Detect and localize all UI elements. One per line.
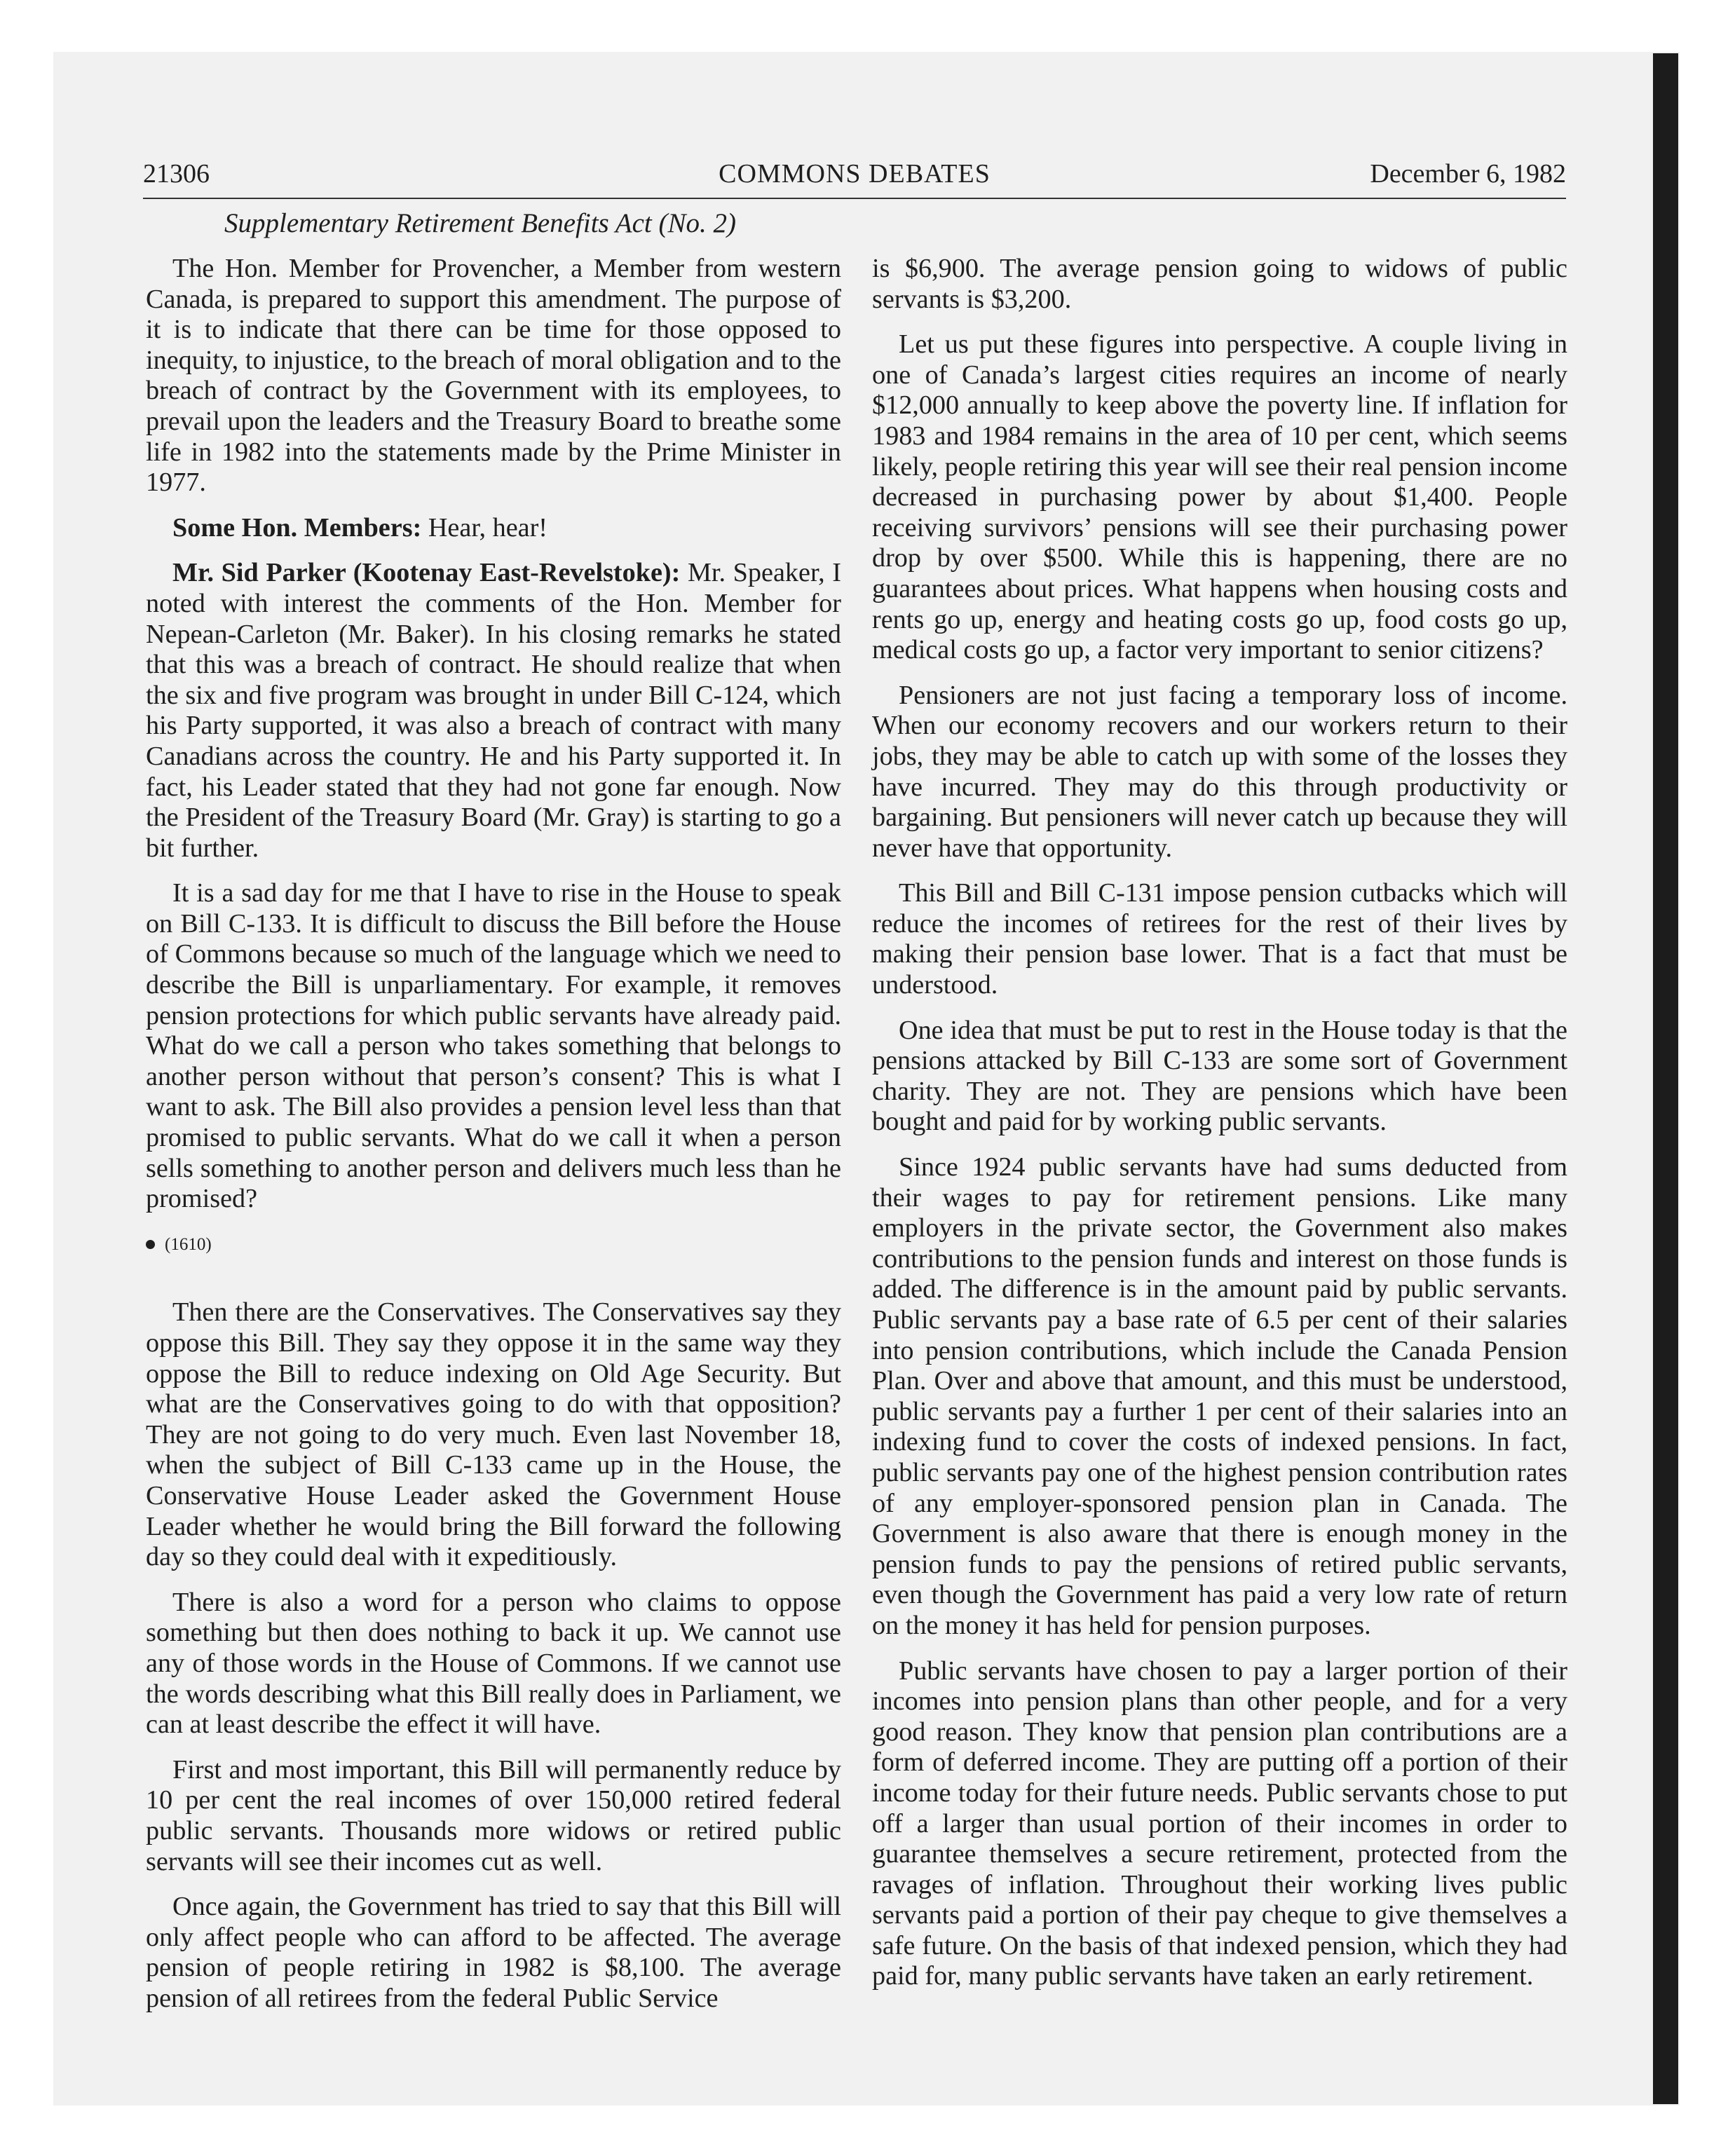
left-column	[146, 254, 841, 2028]
publication-title: COMMONS DEBATES	[719, 159, 991, 189]
time-marker	[146, 1229, 841, 1260]
paragraph: Then there are the Conservatives. The Conservatives say they oppose this Bill. They say they oppose it in the same way they oppose the Bill to reduce indexing on Old Age Security. But what are the Conservatives going to do with that opposition? They are not going to do very much. Even last November 18, when the subject of Bill C-133 came up in the House, the Conservative House Leader asked the Government House Leader whether he would bring the Bill forward the following day so they could deal with it expeditiously.	[146, 1297, 841, 1572]
speech-text: Mr. Speaker, I noted with interest the comments of the Hon. Member for Nepean-Carleton (Mr. Baker). In his closing remarks he stated that this was a breach of contract. He should realize that when the six and five program was brought in under Bill C-124, which his Party supported, it was also a breach of contract with many Canadians across the country. He and his Party supported it. In fact, his Leader stated that they had not gone far enough. Now the President of the Treasury Board (Mr. Gray) is starting to go a bit further.	[146, 558, 842, 863]
right-column	[872, 254, 1567, 2007]
paragraph: The Hon. Member for Provencher, a Member from western Canada, is prepared to support this amendment. The purpose of it is to indicate that there can be time for those opposed to inequity, to injustice, to the breach of moral obligation and to the breach of contract by the Government with its employees, to prevail upon the leaders and the Treasury Board to breathe some life in 1982 into the statements made by the Prime Minister in 1977.	[146, 254, 841, 498]
paragraph: Let us put these figures into perspective. A couple living in one of Canada’s largest cities requires an income of nearly $12,000 annually to keep above the poverty line. If inflation for 1983 and 1984 remains in the area of 10 per cent, which seems likely, people retiring this year will see their real pension income decreased in purchasing power by about $1,400. People receiving survivors’ pensions will see their purchasing power drop by over $500. While this is happening, there are no guarantees about prices. What happens when housing costs and rents go up, energy and heating costs go up, food costs go up, medical costs go up, a factor very important to senior citizens?	[872, 329, 1567, 665]
page-number: 21306	[143, 159, 210, 189]
page-header	[143, 158, 1566, 199]
speech-text: Hear, hear!	[428, 512, 548, 543]
paragraph	[146, 558, 841, 864]
paragraph: Once again, the Government has tried to say that this Bill will only affect people who can afford to be affected. The average pension of people retiring in 1982 is $8,100. The average pension of all retirees from the federal Public Service	[146, 1892, 841, 2013]
paragraph: It is a sad day for me that I have to rise in the House to speak on Bill C-133. It is difficult to discuss the Bill before the House of Commons because so much of the language which we need to describe the Bill is unparliamentary. For example, it removes pension protections for which public servants have already paid. What do we call a person who takes something that belongs to another person without that person’s consent? This is what I want to ask. The Bill also provides a pension level less than that promised to public servants. What do we call it when a person sells something to another person and delivers much less than he promised?	[146, 878, 841, 1214]
paragraph: is $6,900. The average pension going to widows of public servants is $3,200.	[872, 254, 1567, 314]
time-marker-text: (1610)	[165, 1234, 212, 1254]
speaker-name: Mr. Sid Parker (Kootenay East-Revelstoke):	[172, 558, 681, 588]
paragraph: First and most important, this Bill will permanently reduce by 10 per cent the real incomes of over 150,000 retired federal public servants. Thousands more widows or retired public servants will see their incomes cut as well.	[146, 1754, 841, 1876]
speaker-name: Some Hon. Members:	[172, 512, 422, 543]
debate-subtitle: Supplementary Retirement Benefits Act (No. 2)	[224, 208, 736, 238]
paragraph: Since 1924 public servants have had sums deducted from their wages to pay for retirement pensions. Like many employers in the private sector, the Government also makes contributions to the pension funds and interest on those funds is added. The difference is in the amount paid by public servants. Public servants pay a base rate of 6.5 per cent of their salaries into pension contributions, which include the Canada Pension Plan. Over and above that amount, and this must be understood, public servants pay a further 1 per cent of their salaries into an indexing fund to cover the costs of indexed pensions. In fact, public servants pay one of the highest pension contribution rates of any employer-sponsored pension plan in Canada. The Government is also aware that there is enough money in the pension funds to pay the pensions of retired public servants, even though the Government has paid a very low rate of return on the money it has held for pension purposes.	[872, 1152, 1567, 1640]
bullet-dot-icon	[146, 1240, 155, 1249]
paragraph	[146, 513, 841, 544]
session-date: December 6, 1982	[1370, 159, 1566, 189]
scan-edge-shadow	[1653, 53, 1678, 2104]
paragraph: Public servants have chosen to pay a larger portion of their incomes into pension plans than other people, and for a very good reason. They know that pension plan contributions are a form of deferred income. They are putting off a portion of their income today for their future needs. Public servants chose to put off a larger than usual portion of their incomes in order to guarantee themselves a secure retirement, protected from the ravages of inflation. Throughout their working lives public servants paid a portion of their pay cheque to give themselves a safe future. On the basis of that indexed pension, which they had paid for, many public servants have taken an early retirement.	[872, 1656, 1567, 1991]
paragraph: One idea that must be put to rest in the House today is that the pensions attacked by Bill C-133 are some sort of Government charity. They are not. They are pensions which have been bought and paid for by working public servants.	[872, 1015, 1567, 1137]
paragraph: This Bill and Bill C-131 impose pension cutbacks which will reduce the incomes of retirees for the rest of their lives by making their pension base lower. That is a fact that must be understood.	[872, 878, 1567, 1000]
paragraph: There is also a word for a person who claims to oppose something but then does nothing to back it up. We cannot use any of those words in the House of Commons. If we cannot use the words describing what this Bill really does in Parliament, we can at least describe the effect it will have.	[146, 1587, 841, 1740]
paragraph: Pensioners are not just facing a temporary loss of income. When our economy recovers and our workers return to their jobs, they may be able to catch up with some of the losses they have incurred. They may do this through productivity or bargaining. But pensioners will never catch up because they will never have that opportunity.	[872, 680, 1567, 863]
